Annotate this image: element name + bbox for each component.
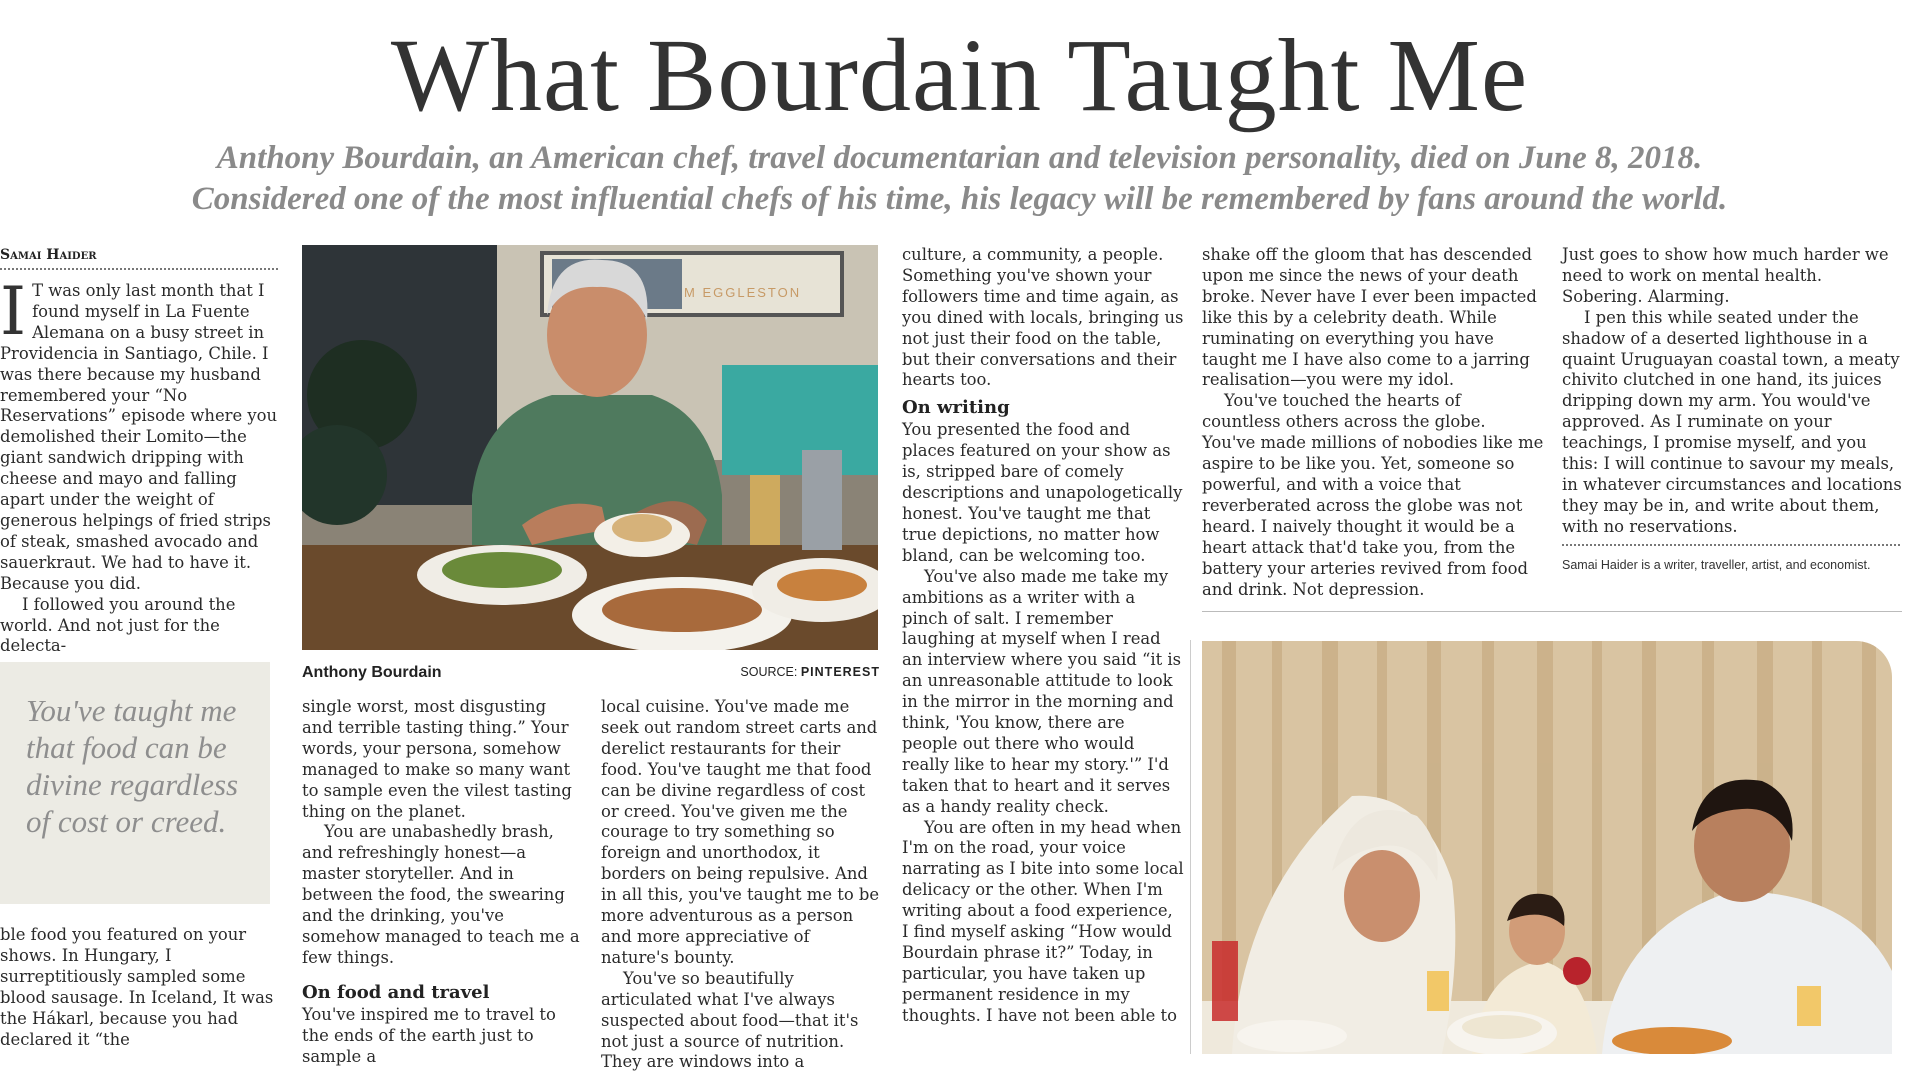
column-5 xyxy=(1202,245,1544,600)
paragraph: local cuisine. You've made me seek out random street carts and derelict restaurants for their food. You've taught me that food can be divine regardless of cost or creed. You've given me the courage to try something so foreign and unorthodox, it borders on being repulsive. And in all this, you've taught me to be more adventurous as a person and more appreciative of nature's bounty. xyxy=(601,697,880,967)
paragraph: culture, a community, a people. Something you've shown your followers time and time again, as you dined with locals, bringing us not just their food on the table, but their conversations and their hearts too. xyxy=(902,245,1184,390)
bio-divider xyxy=(1562,544,1900,546)
column-1-top xyxy=(0,273,280,657)
paragraph: You've inspired me to travel to the ends of the earth just to sample a xyxy=(302,1004,556,1066)
paragraph: ble food you featured on your shows. In Hungary, I surreptitiously sampled some blood sausage. In Iceland, It was the Hákarl, because you had declared it “the xyxy=(0,925,274,1049)
column-3 xyxy=(601,697,881,1073)
source-label: SOURCE: xyxy=(740,665,798,679)
photo-caption: Anthony Bourdain xyxy=(302,664,442,681)
author-bio: Samai Haider is a writer, traveller, artist, and economist. xyxy=(1562,558,1871,572)
paragraph: You've touched the hearts of countless others across the globe. You've made millions of nobodies like me aspire to be like you. Yet, someone so powerful, and with a voice that reverberated across the globe was not heard. I naively thought it would be a heart attack that'd take you, from the battery your arteries revived from food and drink. Not depression. xyxy=(1202,391,1544,599)
paragraph: Just goes to show how much harder we need to work on mental health. Sobering. Alarming. xyxy=(1562,245,1889,306)
paragraph: You've also made me take my ambitions as a writer with a pinch of salt. I remember laughing at myself when I read an interview where you said “it is an unreasonable attitude to look in the mirror in the morning and think, 'You know, there are people out there who would really like to hear my story.'” I'd taken that to heart and it serves as a handy reality check. xyxy=(902,566,1182,816)
subhead: On writing xyxy=(902,397,1010,419)
paragraph: You are unabashedly brash, and refreshingly honest—a master storyteller. And in between the food, the swearing and the drinking, you've somehow managed to teach me a few things. xyxy=(302,822,580,967)
deck-line-1: Anthony Bourdain, an American chef, travel documentarian and television personality, died on June 8, 2018. xyxy=(216,140,1703,176)
bourdain-photo xyxy=(302,245,878,650)
source-value: PINTEREST xyxy=(800,665,880,679)
family-dining-photo xyxy=(1202,641,1892,1054)
opening-paragraph xyxy=(0,273,280,595)
opening-text: T was only last month that I found myself in La Fuente Alemana on a busy street in Providencia in Santiago, Chile. I was there because my husband remembered your “No Reservations” episode where you demolished their Lomito—the giant sandwich dripping with cheese and mayo and falling apart under the weight of generous helpings of fried strips of steak, smashed avocado and sauerkraut. We had to have it. Because you did. xyxy=(0,281,278,593)
paragraph: You've so beautifully articulated what I've always suspected about food—that it's not just a source of nutrition. They are windows into a xyxy=(601,968,859,1072)
column-1-bottom xyxy=(0,925,280,1050)
column-2 xyxy=(302,697,582,1068)
headline: What Bourdain Taught Me xyxy=(390,18,1529,133)
byline: Samai Haider xyxy=(0,247,278,270)
paragraph: You presented the food and places featured on your show as is, stripped bare of comely descriptions and unapologetically honest. You've taught me that true depictions, no matter how bland, can be welcoming too. xyxy=(902,420,1183,565)
deck-line-2: Considered one of the most influential chefs of his time, his legacy will be remembered by fans around the world. xyxy=(191,181,1728,217)
section-divider xyxy=(1202,611,1902,612)
paragraph: I followed you around the world. And not just for the delecta- xyxy=(0,594,236,656)
column-6 xyxy=(1562,245,1904,538)
paragraph: I pen this while seated under the shadow of a deserted lighthouse in a quaint Uruguayan coastal town, a meaty chivito clutched in one hand, its juices dripping down my arm. You would've approved. As I ruminate on your teachings, I promise myself, and you this: I will continue to savour my meals, in whatever circumstances and locations they may be in, and write about them, with no reservations. xyxy=(1562,307,1902,536)
photo-source xyxy=(738,665,880,679)
poster-text: M EGGLESTON xyxy=(684,285,802,300)
paragraph: single worst, most disgusting and terrible tasting thing.” Your words, your persona, somehow managed to make so many want to sample even the vilest tasting thing on the planet. xyxy=(302,697,572,821)
column-4 xyxy=(902,245,1184,1027)
deck xyxy=(0,138,1919,220)
paragraph: shake off the gloom that has descended upon me since the news of your death broke. Never have I ever been impacted like this by a celebrity death. While ruminating on everything you have taught me I have also come to a jarring realisation—you were my idol. xyxy=(1202,245,1537,390)
pullquote-text: You've taught me that food can be divine regardless of cost or creed. xyxy=(26,693,239,839)
paragraph: You are often in my head when I'm on the road, your voice narrating as I bite into some local delicacy or the other. When I'm writing about a food experience, I find myself asking “How would Bourdain phrase it?” Today, in particular, you have taken up permanent residence in my thoughts. I have not been able to xyxy=(902,817,1184,1025)
drop-cap: I xyxy=(0,273,27,350)
subhead: On food and travel xyxy=(302,981,490,1003)
column-divider xyxy=(1190,640,1191,1054)
